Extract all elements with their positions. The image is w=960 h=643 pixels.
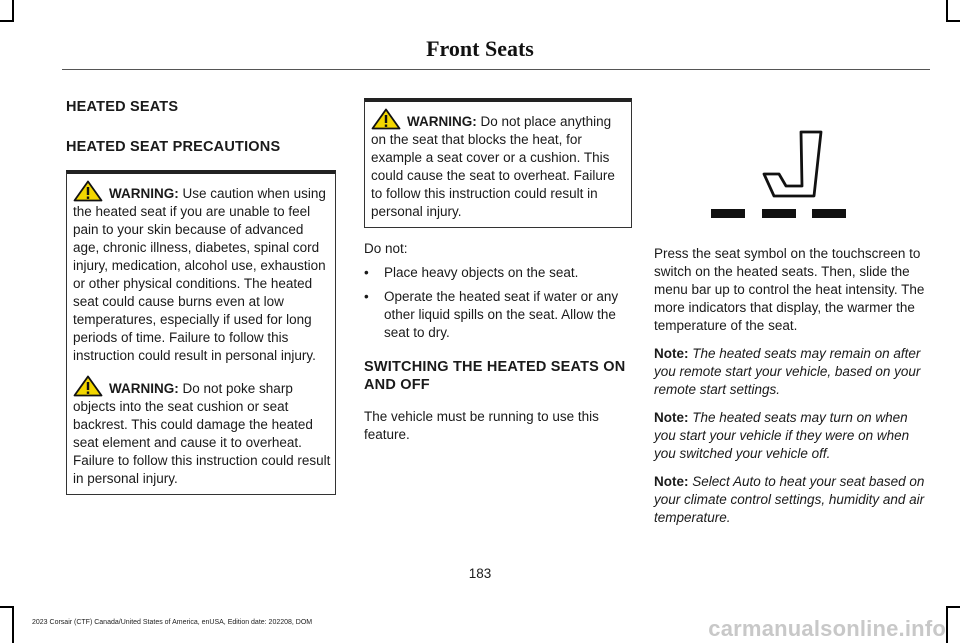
crop-mark	[946, 606, 948, 643]
seat-outline	[764, 132, 821, 196]
crop-mark	[0, 20, 14, 22]
note-text: Select Auto to heat your seat based on your climate control settings, humidity and air temperature.	[654, 474, 925, 525]
heated-seat-icon	[676, 126, 852, 224]
warning-triangle-icon	[73, 180, 103, 202]
warning-text: Do not place anything on the seat that blocks the heat, for example a seat cover or a cushion. This could cause the seat to overheat. Failure to follow this instruction could result in personal injury.	[371, 114, 615, 219]
intro-paragraph: Press the seat symbol on the touchscreen to switch on the heated seats. Then, slide the menu bar up to control the heat intensity. The more indicators that display, the warmer the temperature of the seat.	[654, 246, 925, 333]
left-column	[66, 98, 336, 495]
warning-paragraph	[73, 375, 331, 488]
warning-text: Use caution when using the heated seat if you are unable to feel pain to your skin because of advanced age, chronic illness, diabetes, spinal cord injury, medication, alcohol use, exhaustion or other physical conditions. The heated seat could cause burns even at low temperatures, especially if used for long periods of time. Failure to follow this instruction could result in personal injury.	[73, 186, 326, 363]
list-item-text: Operate the heated seat if water or any other liquid spills on the seat. Allow the seat to dry.	[384, 289, 619, 340]
warning-text: Do not poke sharp objects into the seat cushion or seat backrest. This could damage the heated seat element and cause it to overheat. Failure to follow this instruction could result in personal injury.	[73, 381, 331, 486]
warning-paragraph	[73, 180, 331, 365]
note-paragraph	[654, 473, 928, 527]
do-not-list	[364, 264, 632, 342]
warning-triangle-icon	[73, 375, 103, 397]
title-divider	[62, 69, 930, 70]
watermark: carmanualsonline.info	[708, 616, 946, 641]
list-item	[364, 288, 632, 342]
warning-box	[66, 170, 336, 495]
bullet: •	[364, 289, 369, 304]
warning-label: WARNING:	[407, 114, 477, 129]
section-heading-heated-seats: HEATED SEATS	[66, 99, 179, 115]
page-title: Front Seats	[426, 36, 534, 61]
crop-mark	[0, 606, 14, 608]
section-heading-switching: SWITCHING THE HEATED SEATS ON AND OFF	[364, 359, 626, 393]
heat-indicator-bar	[711, 209, 745, 218]
note-label: Note:	[654, 346, 689, 361]
heat-indicator-bar	[812, 209, 846, 218]
crop-mark	[12, 606, 14, 643]
bullet: •	[364, 265, 369, 280]
do-not-label: Do not:	[364, 241, 408, 256]
list-item-text: Place heavy objects on the seat.	[384, 265, 579, 280]
crop-mark	[946, 20, 960, 22]
warning-paragraph	[371, 108, 627, 221]
warning-label: WARNING:	[109, 381, 179, 396]
middle-column	[364, 98, 632, 444]
heat-indicator-bar	[762, 209, 796, 218]
crop-mark	[12, 0, 14, 20]
running-note: The vehicle must be running to use this feature.	[364, 409, 599, 442]
note-text: The heated seats may remain on after you remote start your vehicle, based on your remote start settings.	[654, 346, 921, 397]
note-label: Note:	[654, 474, 689, 489]
page-number: 183	[468, 566, 492, 581]
crop-mark	[946, 606, 960, 608]
list-item	[364, 264, 632, 282]
note-paragraph	[654, 409, 928, 463]
note-label: Note:	[654, 410, 689, 425]
note-text: The heated seats may turn on when you start your vehicle if they were on when you switched your vehicle off.	[654, 410, 910, 461]
note-paragraph	[654, 345, 928, 399]
section-heading-precautions: HEATED SEAT PRECAUTIONS	[66, 139, 281, 155]
warning-box	[364, 98, 632, 228]
footer-edition: 2023 Corsair (CTF) Canada/United States of America, enUSA, Edition date: 202208, DOM	[32, 619, 313, 626]
warning-label: WARNING:	[109, 186, 179, 201]
right-column	[654, 245, 928, 537]
warning-triangle-icon	[371, 108, 401, 130]
crop-mark	[946, 0, 948, 20]
